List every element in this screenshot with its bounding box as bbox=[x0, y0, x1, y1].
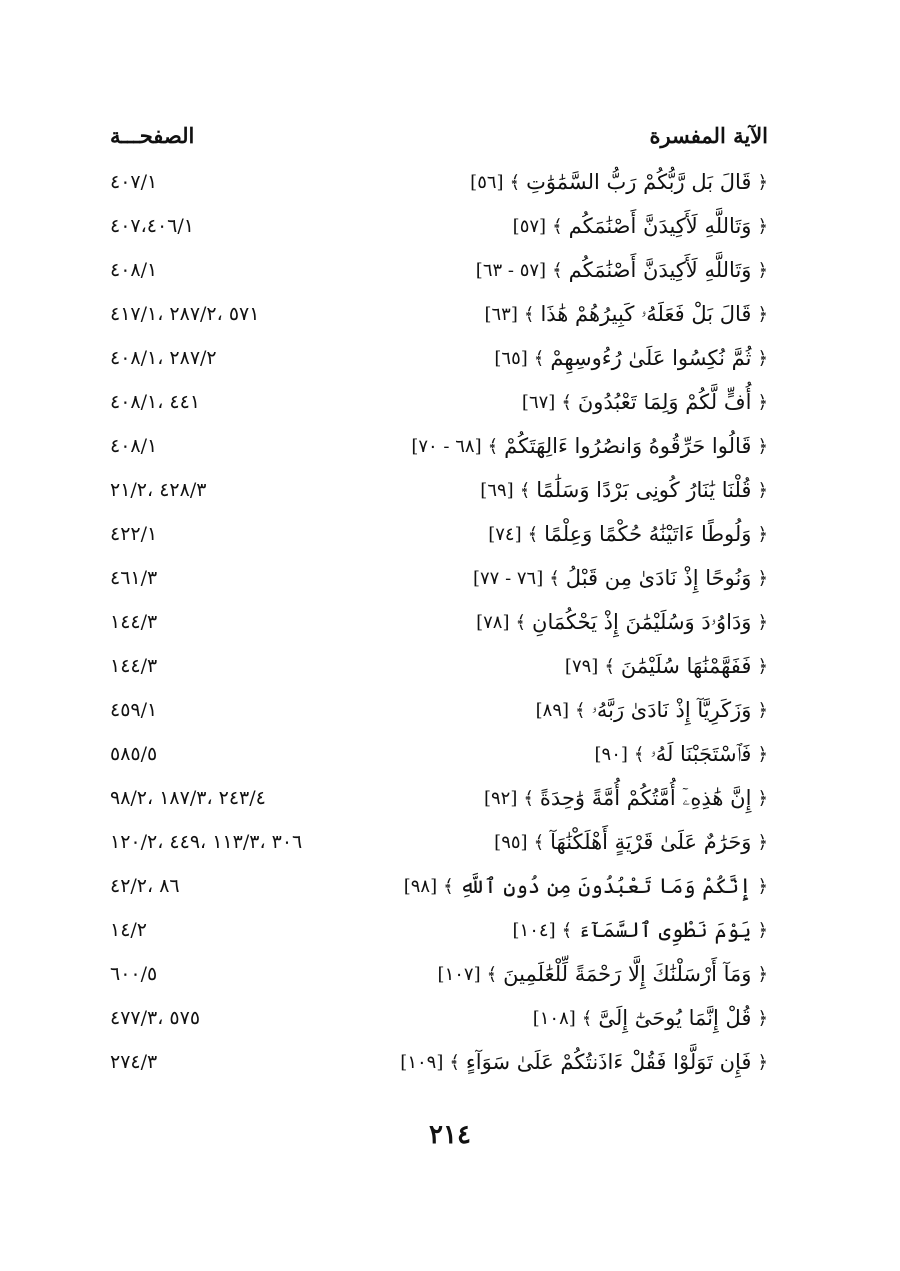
page-reference: ٤٢٢/١ bbox=[110, 523, 158, 545]
verse-number: [١٠٩] bbox=[400, 1051, 444, 1073]
list-item bbox=[110, 556, 768, 600]
verse-entry bbox=[404, 874, 768, 898]
verse-entry bbox=[536, 698, 768, 723]
verse-number: [٦٥] bbox=[494, 347, 528, 369]
verse-number: [١٠٤] bbox=[512, 919, 556, 941]
verse-number: [٨٩] bbox=[535, 699, 570, 721]
close-bracket: ﴾ bbox=[561, 391, 572, 413]
open-bracket: ﴿ bbox=[757, 787, 768, 809]
verse-entry bbox=[476, 610, 768, 635]
close-bracket: ﴾ bbox=[515, 611, 527, 633]
open-bracket: ﴿ bbox=[757, 435, 768, 457]
page-reference: ٢٤٣/٤ ،١٨٧/٣ ،٩٨/٢ bbox=[110, 787, 266, 809]
list-item bbox=[110, 820, 768, 864]
list-item bbox=[110, 160, 768, 204]
open-bracket: ﴿ bbox=[757, 567, 768, 589]
page-reference: ٤٢٨/٣ ،٢١/٢ bbox=[110, 479, 207, 501]
verse-text: قُلْنَا يَٰنَارُ كُونِى بَرْدًا وَسَلَٰمًا bbox=[536, 478, 752, 502]
page-reference: ٥٧١ ،٢٨٧/٢ ،٤١٧/١ bbox=[110, 303, 260, 325]
verse-number: [٥٧ - ٦٣] bbox=[475, 259, 547, 281]
verse-text: قُلْ إِنَّمَا يُوحَىٰٓ إِلَىَّ bbox=[598, 1006, 752, 1030]
verse-text: فَٱسْتَجَبْنَا لَهُۥ bbox=[650, 741, 752, 766]
verse-number: [٦٨ - ٧٠] bbox=[411, 435, 482, 457]
verse-entry bbox=[484, 302, 768, 327]
page-reference: ١٤٤/٣ bbox=[110, 655, 158, 677]
page-number: ٢١٤ bbox=[429, 1120, 471, 1150]
close-bracket: ﴾ bbox=[487, 435, 499, 457]
verse-number: [٩٢] bbox=[483, 787, 518, 809]
page-reference: ١٤/٢ bbox=[110, 919, 148, 941]
open-bracket: ﴿ bbox=[757, 655, 768, 677]
open-bracket: ﴿ bbox=[757, 831, 768, 853]
open-bracket: ﴿ bbox=[757, 611, 768, 633]
verse-text: إِنَّكُمْ وَمَا تَعْبُدُونَ مِن دُونِ ٱللَّهِ bbox=[459, 874, 752, 898]
close-bracket: ﴾ bbox=[552, 215, 563, 237]
page-column-title: الصفحـــة bbox=[110, 122, 195, 148]
verse-entry bbox=[476, 258, 768, 282]
close-bracket: ﴾ bbox=[486, 963, 498, 985]
page-reference: ٤٦١/٣ bbox=[110, 567, 158, 589]
verse-number: [٧٤] bbox=[488, 523, 522, 545]
list-item bbox=[110, 952, 768, 996]
list-item bbox=[110, 1040, 768, 1084]
verse-text: فَفَهَّمْنَٰهَا سُلَيْمَٰنَ bbox=[620, 654, 752, 678]
close-bracket: ﴾ bbox=[533, 831, 545, 853]
verse-entry bbox=[438, 962, 768, 986]
verse-number: [٦٧] bbox=[521, 391, 556, 413]
page-reference: ٤٠٧/١ bbox=[110, 171, 158, 193]
open-bracket: ﴿ bbox=[757, 875, 768, 897]
close-bracket: ﴾ bbox=[581, 1007, 593, 1029]
open-bracket: ﴿ bbox=[757, 347, 768, 369]
page-reference: ٤٠٧،٤٠٦/١ bbox=[110, 215, 194, 237]
list-item bbox=[110, 908, 768, 952]
verse-number: [٧٨] bbox=[476, 611, 510, 633]
verse-entry bbox=[411, 434, 768, 458]
verse-entry bbox=[400, 1050, 768, 1074]
verse-number: [٧٦ - ٧٧] bbox=[472, 567, 544, 589]
list-item bbox=[110, 688, 768, 732]
page-reference: ٣٠٦ ،١١٣/٣ ،٤٤٩ ،١٢٠/٢ bbox=[110, 831, 303, 853]
verse-number: [٩٨] bbox=[403, 875, 438, 897]
list-item bbox=[110, 776, 768, 820]
verse-number: [٩٥] bbox=[494, 831, 528, 853]
list-item bbox=[110, 996, 768, 1040]
list-item bbox=[110, 732, 768, 776]
verse-text: يَوْمَ نَطْوِى ٱلسَّمَآءَ bbox=[578, 918, 752, 942]
verse-number: [٦٣] bbox=[484, 303, 518, 325]
list-item bbox=[110, 336, 768, 380]
open-bracket: ﴿ bbox=[757, 171, 768, 193]
verse-text: وَحَرَٰمٌ عَلَىٰ قَرْيَةٍ أَهْلَكْنَٰهَآ bbox=[550, 830, 752, 854]
verse-text: قَالَ بَل رَّبُّكُمْ رَبُّ السَّمَٰوَٰتِ bbox=[526, 170, 752, 194]
verse-text: وَلُوطًا ءَاتَيْنَٰهُ حُكْمًا وَعِلْمًا bbox=[544, 522, 752, 546]
page-reference: ٥٧٥ ،٤٧٧/٣ bbox=[110, 1007, 201, 1029]
close-bracket: ﴾ bbox=[449, 1051, 460, 1073]
column-header bbox=[110, 118, 768, 152]
open-bracket: ﴿ bbox=[757, 259, 768, 281]
close-bracket: ﴾ bbox=[523, 787, 534, 809]
close-bracket: ﴾ bbox=[633, 743, 645, 765]
list-item bbox=[110, 204, 768, 248]
list-item bbox=[110, 292, 768, 336]
page-reference: ٤٠٨/١ bbox=[110, 259, 158, 281]
list-item bbox=[110, 600, 768, 644]
verse-number: [٧٩] bbox=[564, 655, 599, 677]
close-bracket: ﴾ bbox=[549, 567, 560, 589]
close-bracket: ﴾ bbox=[519, 479, 531, 501]
verse-number: [١٠٧] bbox=[437, 963, 481, 985]
verse-text: وَدَاوُۥدَ وَسُلَيْمَٰنَ إِذْ يَحْكُمَانِ bbox=[532, 609, 752, 634]
list-item bbox=[110, 248, 768, 292]
page-reference: ٤٠٨/١ bbox=[110, 435, 158, 457]
close-bracket: ﴾ bbox=[443, 875, 454, 897]
verse-entry bbox=[470, 170, 768, 194]
list-item bbox=[110, 468, 768, 512]
verse-text: وَتَاللَّهِ لَأَكِيدَنَّ أَصْنَٰمَكُم bbox=[568, 258, 752, 282]
verse-text: قَالُوا حَرِّقُوهُ وَانصُرُوا ءَالِهَتَكُمْ bbox=[504, 434, 752, 458]
page-reference: ٢٧٤/٣ bbox=[110, 1051, 158, 1073]
verse-number: [٦٩] bbox=[480, 479, 514, 501]
open-bracket: ﴿ bbox=[757, 1051, 768, 1073]
verse-text: أُفٍّ لَّكُمْ وَلِمَا تَعْبُدُونَ bbox=[577, 390, 752, 414]
list-item bbox=[110, 644, 768, 688]
close-bracket: ﴾ bbox=[561, 919, 573, 941]
close-bracket: ﴾ bbox=[523, 303, 535, 325]
page-reference: ١٤٤/٣ bbox=[110, 611, 158, 633]
verse-text: ثُمَّ نُكِسُوا عَلَىٰ رُءُوسِهِمْ bbox=[550, 346, 752, 370]
page-reference: ٤٥٩/١ bbox=[110, 699, 158, 721]
verse-entry bbox=[595, 742, 769, 767]
close-bracket: ﴾ bbox=[575, 699, 586, 721]
close-bracket: ﴾ bbox=[533, 347, 545, 369]
page-reference: ٤٤١ ،٤٠٨/١ bbox=[110, 391, 201, 413]
open-bracket: ﴿ bbox=[757, 963, 768, 985]
verse-entry bbox=[513, 918, 768, 942]
verse-entry bbox=[533, 1006, 768, 1030]
open-bracket: ﴿ bbox=[757, 391, 768, 413]
list-item bbox=[110, 424, 768, 468]
verse-text: وَمَآ أَرْسَلْنَٰكَ إِلَّا رَحْمَةً لِّلْعَٰلَمِينَ bbox=[503, 962, 752, 986]
verse-text: إِنَّ هَٰذِهِۦٓ أُمَّتُكُمْ أُمَّةً وَٰحِدَةً bbox=[539, 785, 752, 810]
page-reference: ٥٨٥/٥ bbox=[110, 743, 158, 765]
verse-entry bbox=[480, 478, 768, 502]
verse-text: قَالَ بَلْ فَعَلَهُۥ كَبِيرُهُمْ هَٰذَا bbox=[540, 301, 752, 326]
open-bracket: ﴿ bbox=[757, 1007, 768, 1029]
open-bracket: ﴿ bbox=[757, 215, 768, 237]
verse-entry bbox=[494, 346, 768, 370]
verse-number: [٥٧] bbox=[512, 215, 547, 237]
verse-entry bbox=[488, 522, 768, 546]
verse-text: وَتَاللَّهِ لَأَكِيدَنَّ أَصْنَٰمَكُم bbox=[568, 214, 752, 238]
verse-text: وَنُوحًا إِذْ نَادَىٰ مِن قَبْلُ bbox=[565, 566, 752, 590]
verse-entry bbox=[513, 214, 768, 238]
verse-entry bbox=[522, 390, 768, 414]
close-bracket: ﴾ bbox=[552, 259, 563, 281]
list-item bbox=[110, 864, 768, 908]
open-bracket: ﴿ bbox=[757, 743, 768, 765]
verse-number: [١٠٨] bbox=[532, 1007, 576, 1029]
verse-text: فَإِن تَوَلَّوْا فَقُلْ ءَاذَنتُكُمْ عَلَىٰ سَوَآءٍ bbox=[465, 1050, 752, 1074]
verse-text: وَزَكَرِيَّآ إِذْ نَادَىٰ رَبَّهُۥ bbox=[591, 697, 752, 722]
index-list bbox=[110, 160, 768, 1084]
page-reference: ٦٠٠/٥ bbox=[110, 963, 158, 985]
close-bracket: ﴾ bbox=[527, 523, 539, 545]
verse-entry bbox=[473, 566, 768, 590]
verse-number: [٥٦] bbox=[470, 171, 504, 193]
open-bracket: ﴿ bbox=[757, 919, 768, 941]
verse-entry bbox=[565, 654, 768, 678]
list-item bbox=[110, 512, 768, 556]
verse-number: [٩٠] bbox=[594, 743, 628, 765]
open-bracket: ﴿ bbox=[757, 303, 768, 325]
verse-column-title: الآية المفسرة bbox=[649, 122, 768, 148]
open-bracket: ﴿ bbox=[757, 479, 768, 501]
open-bracket: ﴿ bbox=[757, 523, 768, 545]
page-reference: ٢٨٧/٢ ،٤٠٨/١ bbox=[110, 347, 217, 369]
list-item bbox=[110, 380, 768, 424]
verse-entry bbox=[484, 786, 768, 811]
page-reference: ٨٦ ،٤٢/٢ bbox=[110, 875, 180, 897]
close-bracket: ﴾ bbox=[604, 655, 615, 677]
close-bracket: ﴾ bbox=[509, 171, 521, 193]
open-bracket: ﴿ bbox=[757, 699, 768, 721]
verse-entry bbox=[494, 830, 768, 854]
